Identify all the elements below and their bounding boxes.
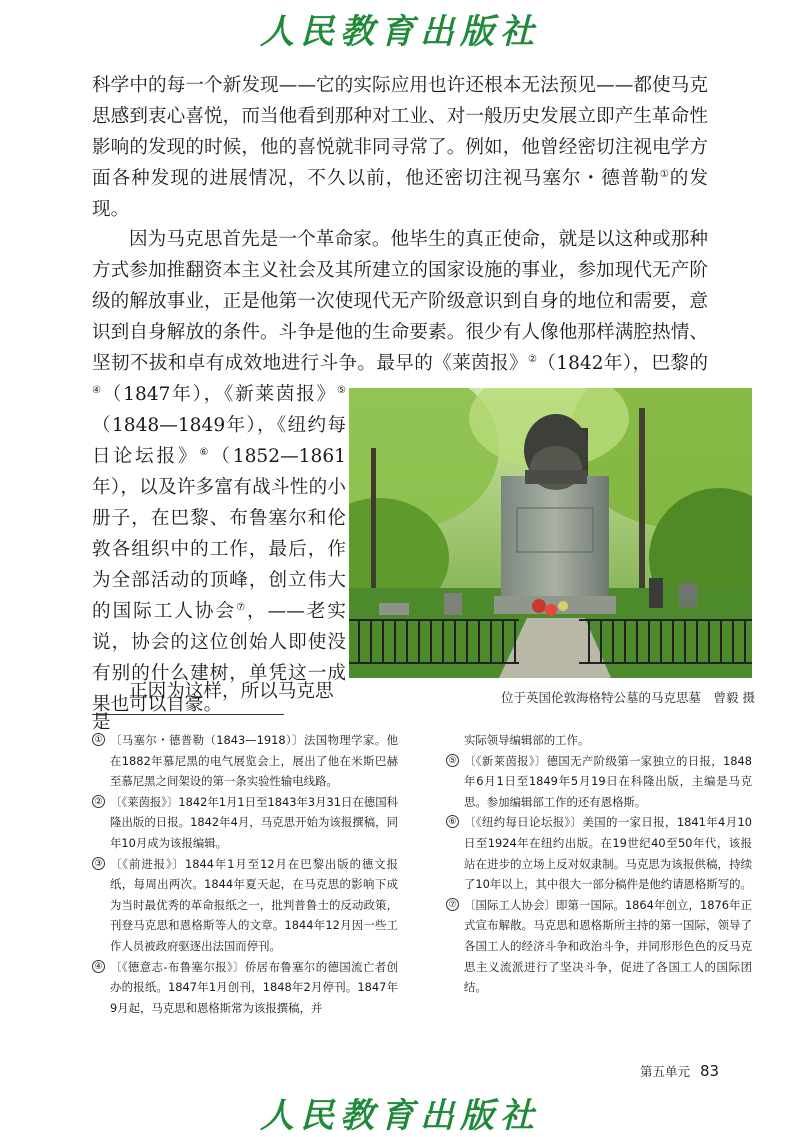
page-number: 83 xyxy=(700,1062,720,1080)
paragraph-2-wrap xyxy=(92,379,346,720)
footnote-number: ③ xyxy=(92,857,105,870)
footnote-number: ④ xyxy=(92,960,105,973)
footnote-divider xyxy=(92,714,284,715)
footnote-ref-7[interactable]: ⑦ xyxy=(236,601,248,613)
footnotes-left-column xyxy=(92,730,398,1018)
para1-text: 科学中的每一个新发现——它的实际应用也许还根本无法预见——都使马克思感到衷心喜悦，而当他看到那种对工业、对一般历史发展立即产生革命性影响的发现的时候，他的喜悦就非同寻常了。例如，他曾经密切注视电学方面各种发现的进展情况，不久以前，他还密切注视马塞尔・德普勒 xyxy=(92,75,708,189)
footnote-text: 实际领导编辑部的工作。 xyxy=(464,733,590,747)
footnote-text: 〔《德意志-布鲁塞尔报》〕侨居布鲁塞尔的德国流亡者创办的报纸。1847年1月创刊，1848年2月停刊。1847年9月起，马克思和恩格斯常为该报撰稿，并 xyxy=(110,959,398,1015)
footnote-number: ② xyxy=(92,795,105,808)
footnote-ref-2[interactable]: ② xyxy=(527,353,538,365)
para2-text-e: （1848—1849年），《纽约每日论坛报》 xyxy=(92,415,346,467)
publisher-logo-top: 人民教育出版社 xyxy=(260,12,540,52)
footnote-4-continued xyxy=(446,730,752,751)
paragraph-2-top xyxy=(92,224,708,379)
para2-text-f: （1852—1861年），以及许多富有战斗性的小册子，在巴黎、布鲁塞尔和伦敦各组织中的工作，最后，作为全部活动的顶峰，创立伟大的国际工人协会 xyxy=(92,446,346,622)
footnotes-right-column xyxy=(446,730,752,998)
para1-end: 的发现。 xyxy=(92,168,708,220)
footnote-7 xyxy=(446,895,752,998)
footnote-1 xyxy=(92,730,398,792)
marx-tomb-photo xyxy=(349,388,752,678)
footnote-number: ⑥ xyxy=(446,815,459,828)
page-footer xyxy=(640,1062,758,1080)
footnote-number: ① xyxy=(92,733,105,746)
footnote-3 xyxy=(92,854,398,957)
footnote-4 xyxy=(92,957,398,1019)
footnote-number: ⑤ xyxy=(446,754,459,767)
para2-text-b: （1842年），巴黎的 xyxy=(537,353,708,374)
para2-text-d: （1847年），《新莱茵报》 xyxy=(102,384,338,405)
footnote-2 xyxy=(92,792,398,854)
footnote-text: 〔《纽约每日论坛报》〕美国的一家日报，1841年4月10日至1924年在纽约出版。在19世纪40至50年代，该报站在进步的立场上反对奴隶制。马克思为该报供稿，持续了10年以上，其中很大一部分稿件是他约请恩格斯写的。 xyxy=(464,815,752,892)
footnote-text: 〔国际工人协会〕即第一国际。1864年创立，1876年正式宣布解散。马克思和恩格斯所主持的第一国际，领导了各国工人的经济斗争和政治斗争，并同形形色色的反马克思主义流派进行了坚决斗争，促进了各国工人的国际团结。 xyxy=(464,897,752,995)
para2-text-a: 因为马克思首先是一个革命家。他毕生的真正使命，就是以这种或那种方式参加推翻资本主义社会及其所建立的国家设施的事业，参加现代无产阶级的解放事业，正是他第一次使现代无产阶级意识到自身的地位和需要，意识到自身解放的条件。斗争是他的生命要素。很少有人像他那样满腔热情、坚韧不拔和卓有成效地进行斗争。最早的《莱茵报》 xyxy=(92,229,708,374)
footnote-text: 〔《新莱茵报》〕德国无产阶级第一家独立的日报，1848年6月1日至1849年5月19日在科隆出版，主编是马克思。参加编辑部工作的还有恩格斯。 xyxy=(464,753,752,809)
footnote-6 xyxy=(446,812,752,894)
unit-label: 第五单元 xyxy=(640,1064,691,1079)
footnote-text: 〔马塞尔・德普勒（1843—1918）〕法国物理学家。他在1882年慕尼黑的电气展览会上，展出了他在米斯巴赫至慕尼黑之间架设的第一条实验性输电线路。 xyxy=(110,733,398,789)
footnote-ref-1[interactable]: ① xyxy=(659,168,670,180)
footnote-ref-6[interactable]: ⑥ xyxy=(199,446,212,458)
photo-caption: 位于英国伦敦海格特公墓的马克思墓 曾毅 摄 xyxy=(501,690,755,705)
paragraph-1 xyxy=(92,70,708,225)
footnote-text: 〔《前进报》〕1844年1月至12月在巴黎出版的德文报纸，每周出两次。1844年夏天起，在马克思的影响下成为当时最优秀的革命报纸之一，批判普鲁士的反动政策，刊登马克思和恩格斯等人的文章。1844年12月因一些工作人员被政府驱逐出法国而停刊。 xyxy=(110,856,398,953)
paragraph-3: 正因为这样，所以马克思是 xyxy=(92,681,334,733)
footnote-5 xyxy=(446,751,752,813)
footnote-ref-5[interactable]: ⑤ xyxy=(337,384,346,396)
publisher-logo-bottom: 人民教育出版社 xyxy=(260,1096,540,1136)
tomb-illustration xyxy=(349,388,752,678)
footnote-ref-4[interactable]: ④ xyxy=(92,384,103,396)
footnote-text: 〔《莱茵报》〕1842年1月1日至1843年3月31日在德国科隆出版的日报。1842年4月，马克思开始为该报撰稿，同年10月成为该报编辑。 xyxy=(110,794,398,850)
para2-text-g: ，——老实说，协会的这位创始人即使没有别的什么建树，单凭这一成果也可以自豪。 xyxy=(92,601,346,715)
footnote-number: ⑦ xyxy=(446,898,459,911)
